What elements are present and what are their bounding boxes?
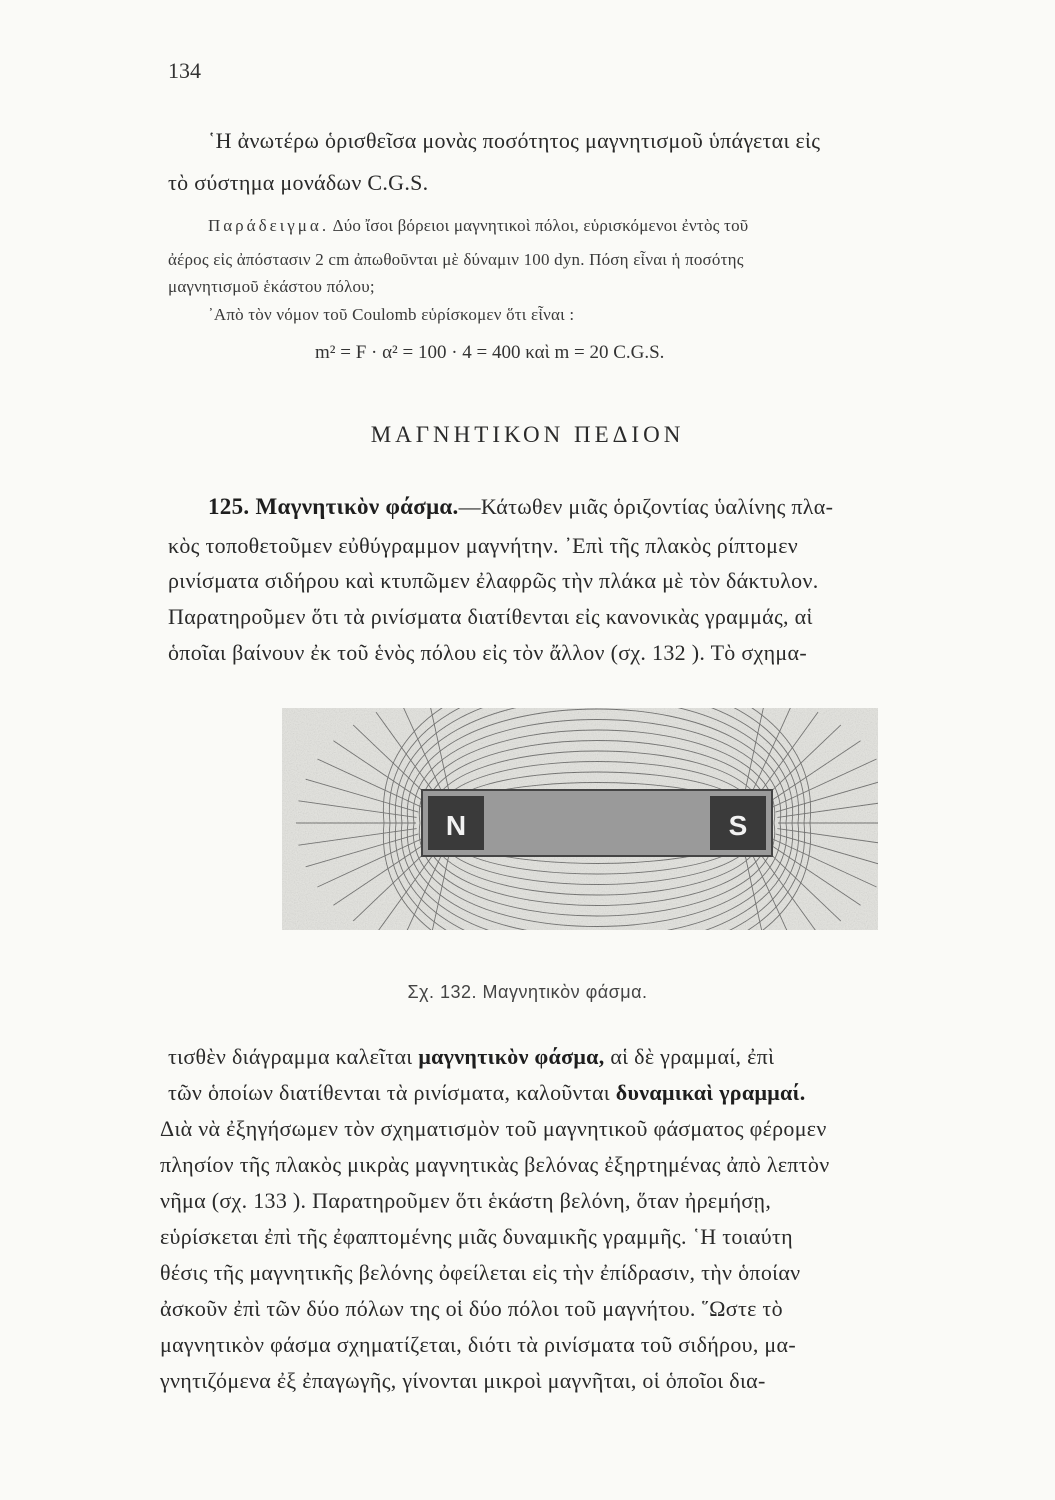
figure-caption: Σχ. 132. Μαγνητικὸν φάσμα. <box>407 982 648 1002</box>
north-pole-label: N <box>445 810 467 841</box>
body-line-8: ἀσκοῦν ἐπὶ τῶν δύο πόλων της οἱ δύο πόλοι τοῦ μαγνήτου. ῞Ωστε τὸ <box>160 1296 783 1321</box>
section-heading: ΜΑΓΝΗΤΙΚΟΝ ΠΕΔΙΟΝ <box>370 422 685 447</box>
term-lines-of-force: δυναμικαὶ γραμμαί. <box>615 1080 806 1105</box>
subsection-line-4: Παρατηροῦμεν ὅτι τὰ ρινίσματα διατίθενται εἰς κανονικὰς γραμμάς, αἱ <box>168 604 813 629</box>
subsection-text-1: —Κάτωθεν μιᾶς ὁριζοντίας ὑαλίνης πλα- <box>458 494 834 519</box>
example-line-2: ἀέρος εἰς ἀπόστασιν 2 cm ἀπωθοῦνται μὲ δύναμιν 100 dyn. Πόση εἶναι ἡ ποσότης <box>168 250 744 269</box>
subsection-title: 125. Μαγνητικὸν φάσμα. <box>208 494 459 519</box>
body-text-1a: τισθὲν διάγραμμα καλεῖται <box>168 1044 419 1069</box>
intro-line-1: ῾Η ἀνωτέρω ὁρισθεῖσα μονὰς ποσότητος μαγνητισμοῦ ὑπάγεται εἰς <box>208 128 821 153</box>
example-line-3: μαγνητισμοῦ ἑκάστου πόλου; <box>168 277 375 296</box>
page-number: 134 <box>168 58 201 83</box>
example-text-1: Δύο ἴσοι βόρειοι μαγνητικοὶ πόλοι, εὑρισκόμενοι ἐντὸς τοῦ <box>329 216 749 235</box>
body-line-5: νῆμα (σχ. 133 ). Παρατηροῦμεν ὅτι ἑκάστη βελόνη, ὅταν ἠρεμήσῃ, <box>160 1188 772 1213</box>
body-line-2 <box>168 1080 806 1106</box>
body-text-1c: αἱ δὲ γραμμαί, ἐπὶ <box>604 1044 775 1069</box>
example-line-1 <box>208 216 748 236</box>
subsection-line-2: κὸς τοποθετοῦμεν εὐθύγραμμον μαγνήτην. ᾿Επὶ τῆς πλακὸς ρίπτομεν <box>168 533 799 558</box>
body-line-4: πλησίον τῆς πλακὸς μικρὰς μαγνητικὰς βελόνας ἐξηρτημένας ἀπὸ λεπτὸν <box>160 1152 830 1177</box>
body-line-9: μαγνητικὸν φάσμα σχηματίζεται, διότι τὰ ρινίσματα τοῦ σιδήρου, μα- <box>160 1332 796 1357</box>
subsection-line-3: ρινίσματα σιδήρου καὶ κτυπῶμεν ἐλαφρῶς τὴν πλάκα μὲ τὸν δάκτυλον. <box>168 568 819 593</box>
body-line-3: Διὰ νὰ ἐξηγήσωμεν τὸν σχηματισμὸν τοῦ μαγνητικοῦ φάσματος φέρομεν <box>160 1116 827 1141</box>
example-label: Παράδειγμα. <box>208 216 330 235</box>
body-text-2a: τῶν ὁποίων διατίθενται τὰ ρινίσματα, καλοῦνται <box>168 1080 616 1105</box>
body-line-1 <box>168 1044 774 1070</box>
body-line-6: εὑρίσκεται ἐπὶ τῆς ἐφαπτομένης μιᾶς δυναμικῆς γραμμῆς. ῾Η τοιαύτη <box>160 1224 793 1249</box>
subsection-line-5: ὁποῖαι βαίνουν ἐκ τοῦ ἑνὸς πόλου εἰς τὸν ἄλλον (σχ. 132 ). Τὸ σχημα- <box>168 640 807 665</box>
example-formula: m² = F · α² = 100 · 4 = 400 καὶ m = 20 C.G.S. <box>315 342 665 363</box>
south-pole-label: S <box>728 810 748 841</box>
body-line-10: γνητιζόμενα ἐξ ἐπαγωγῆς, γίνονται μικροὶ μαγνῆται, οἱ ὁποῖοι δια- <box>160 1368 766 1393</box>
subsection-line-1 <box>208 494 833 520</box>
field-lines-illustration <box>282 708 878 930</box>
example-line-4: ᾿Απὸ τὸν νόμον τοῦ Coulomb εὑρίσκομεν ὅτι εἶναι : <box>208 305 575 324</box>
magnetic-spectrum-figure <box>282 708 878 930</box>
body-line-7: θέσις τῆς μαγνητικῆς βελόνης ὀφείλεται εἰς τὴν ἐπίδρασιν, τὴν ὁποίαν <box>160 1260 801 1285</box>
intro-line-2: τὸ σύστημα μονάδων C.G.S. <box>168 170 429 195</box>
term-magnetic-spectrum: μαγνητικὸν φάσμα, <box>418 1044 605 1069</box>
